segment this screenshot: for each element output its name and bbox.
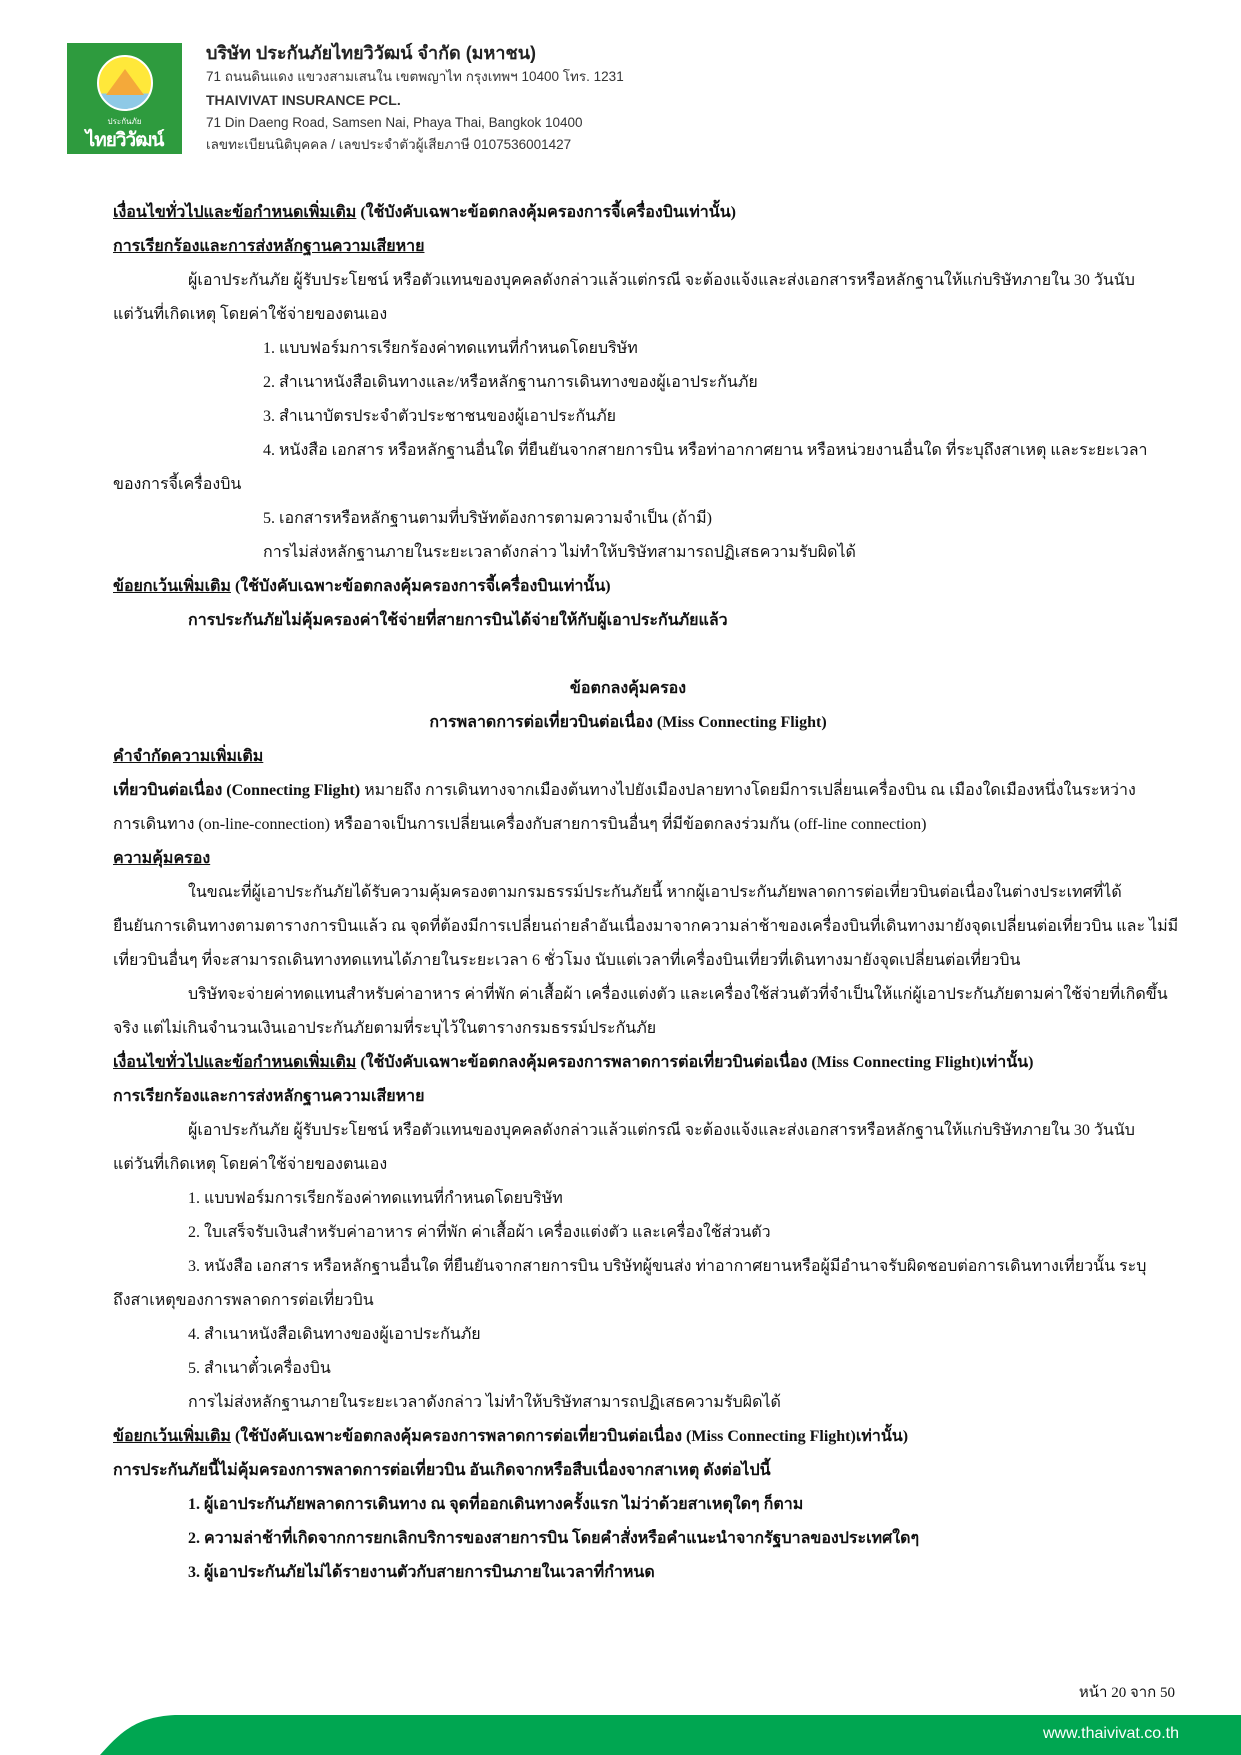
s1-conditions-suffix: (ใช้บังคับเฉพาะข้อตกลงคุ้มครองการจี้เครื่องบินเท่านั้น) bbox=[356, 204, 736, 221]
s2-exclusion-2: 2. ความล่าช้าที่เกิดจากการยกเลิกบริการของสายการบิน โดยคำสั่งหรือคำแนะนำจากรัฐบาลของประเทศใดๆ bbox=[188, 1530, 920, 1547]
company-info bbox=[206, 40, 624, 156]
s2-no-evidence-note: การไม่ส่งหลักฐานภายในระยะเวลาดังกล่าว ไม่ทำให้บริษัทสามารถปฏิเสธความรับผิดได้ bbox=[188, 1394, 781, 1411]
s1-no-evidence-note: การไม่ส่งหลักฐานภายในระยะเวลาดังกล่าว ไม่ทำให้บริษัทสามารถปฏิเสธความรับผิดได้ bbox=[263, 544, 856, 561]
s2-coverage-line-5: จริง แต่ไม่เกินจำนวนเงินเอาประกันภัยตามที่ระบุไว้ในตารางกรมธรรม์ประกันภัย bbox=[113, 1020, 657, 1037]
company-tax-id: เลขทะเบียนนิติบุคคล / เลขประจำตัวผู้เสียภาษี 0107536001427 bbox=[206, 137, 572, 152]
s1-exclusion-suffix: (ใช้บังคับเฉพาะข้อตกลงคุ้มครองการจี้เครื่องบินเท่านั้น) bbox=[230, 578, 611, 595]
s1-claims-para-2: แต่วันที่เกิดเหตุ โดยค่าใช้จ่ายของตนเอง bbox=[113, 306, 388, 323]
s1-exclusion-text: การประกันภัยไม่คุ้มครองค่าใช้จ่ายที่สายการบินได้จ่ายให้กับผู้เอาประกันภัยแล้ว bbox=[188, 612, 728, 629]
s1-claims-title: การเรียกร้องและการส่งหลักฐานความเสียหาย bbox=[113, 238, 425, 255]
s2-item-4: 4. สำเนาหนังสือเดินทางของผู้เอาประกันภัย bbox=[188, 1326, 481, 1343]
s1-exclusion-title: ข้อยกเว้นเพิ่มเติม bbox=[113, 578, 231, 595]
s2-coverage-line-1: ในขณะที่ผู้เอาประกันภัยได้รับความคุ้มครองตามกรมธรรม์ประกันภัยนี้ หากผู้เอาประกันภัยพลาดการต่อเที่ยวบินต่อเนื่องในต่างประเทศที่ได้ bbox=[188, 884, 1122, 901]
s2-definition-title: คำจำกัดความเพิ่มเติม bbox=[113, 748, 264, 765]
logo-big-text: ไทยวิวัฒน์ bbox=[85, 129, 164, 151]
s2-exclusion-1: 1. ผู้เอาประกันภัยพลาดการเดินทาง ณ จุดที่ออกเดินทางครั้งแรก ไม่ว่าด้วยสาเหตุใดๆ ก็ตาม bbox=[188, 1496, 804, 1513]
company-logo bbox=[67, 43, 182, 154]
page-number: หน้า 20 จาก 50 bbox=[1078, 1685, 1175, 1701]
s2-coverage-line-2: ยืนยันการเดินทางตามตารางการบินแล้ว ณ จุดที่ต้องมีการเปลี่ยนถ่ายลำอันเนื่องมาจากความล่าช้าของเครื่องบินที่เดินทางมายังจุดเปลี่ยนต่อเที่ยวบิน และ ไม่มี bbox=[113, 918, 1179, 935]
company-address-th: 71 ถนนดินแดง แขวงสามเสนใน เขตพญาไท กรุงเทพฯ 10400 โทร. 1231 bbox=[206, 69, 624, 84]
s2-claims-title: การเรียกร้องและการส่งหลักฐานความเสียหาย bbox=[113, 1088, 425, 1105]
s2-item-3: 3. หนังสือ เอกสาร หรือหลักฐานอื่นใด ที่ยืนยันจากสายการบิน บริษัทผู้ขนส่ง ท่าอากาศยานหรือผู้มีอำนาจรับผิดชอบต่อการเดินทางเที่ยวนั้น ระบุ bbox=[188, 1258, 1147, 1275]
s2-coverage-title: ความคุ้มครอง bbox=[113, 850, 211, 867]
s2-claims-para-2: แต่วันที่เกิดเหตุ โดยค่าใช้จ่ายของตนเอง bbox=[113, 1156, 388, 1173]
company-name-th: บริษัท ประกันภัยไทยวิวัฒน์ จำกัด (มหาชน) bbox=[206, 43, 537, 63]
s1-exclusion-heading bbox=[113, 574, 611, 600]
s2-definition-text-2: การเดินทาง (on-line-connection) หรืออาจเป็นการเปลี่ยนเครื่องกับสายการบินอื่นๆ ที่มีข้อตกลงร่วมกัน (off-line connection) bbox=[113, 816, 927, 833]
logo-sun-emblem bbox=[97, 55, 153, 111]
s2-exclusion-heading bbox=[113, 1424, 908, 1450]
logo-roof-shape bbox=[106, 69, 144, 95]
s2-coverage-line-3: เที่ยวบินอื่นๆ ที่จะสามารถเดินทางทดแทนได้ภายในระยะเวลา 6 ชั่วโมง นับแต่เวลาที่เครื่องบินเที่ยวที่เดินทางมายังจุดเปลี่ยนต่อเที่ยวบิน bbox=[113, 952, 1021, 969]
s2-definition-text-1: หมายถึง การเดินทางจากเมืองต้นทางไปยังเมืองปลายทางโดยมีการเปลี่ยนเครื่องบิน ณ เมืองใดเมืองหนึ่งในระหว่าง bbox=[360, 782, 1136, 799]
s2-heading-1: ข้อตกลงคุ้มครอง bbox=[569, 680, 687, 697]
s2-claims-para-1: ผู้เอาประกันภัย ผู้รับประโยชน์ หรือตัวแทนของบุคคลดังกล่าวแล้วแต่กรณี จะต้องแจ้งและส่งเอกสารหรือหลักฐานให้แก่บริษัทภายใน 30 วันนับ bbox=[188, 1122, 1135, 1139]
s1-item-3: 3. สำเนาบัตรประจำตัวประชาชนของผู้เอาประกันภัย bbox=[263, 408, 617, 425]
s2-conditions-heading bbox=[113, 1050, 1033, 1076]
s2-item-5: 5. สำเนาตั๋วเครื่องบิน bbox=[188, 1360, 331, 1377]
s1-item-4-cont: ของการจี้เครื่องบิน bbox=[113, 476, 242, 493]
s1-item-4: 4. หนังสือ เอกสาร หรือหลักฐานอื่นใด ที่ยืนยันจากสายการบิน หรือท่าอากาศยาน หรือหน่วยงานอื่นใด ที่ระบุถึงสาเหตุ และระยะเวลา bbox=[263, 442, 1148, 459]
company-name-en: THAIVIVAT INSURANCE PCL. bbox=[206, 92, 401, 108]
s1-item-5: 5. เอกสารหรือหลักฐานตามที่บริษัทต้องการตามความจำเป็น (ถ้ามี) bbox=[263, 510, 712, 527]
s1-item-1: 1. แบบฟอร์มการเรียกร้องค่าทดแทนที่กำหนดโดยบริษัท bbox=[263, 340, 638, 357]
logo-small-text: ประกันภัย bbox=[107, 117, 142, 126]
s2-definition-line-1 bbox=[113, 778, 1136, 804]
s1-conditions-title: เงื่อนไขทั่วไปและข้อกำหนดเพิ่มเติม bbox=[113, 204, 357, 221]
s2-conditions-suffix: (ใช้บังคับเฉพาะข้อตกลงคุ้มครองการพลาดการต่อเที่ยวบินต่อเนื่อง (Miss Connecting Flight)เท่านั้น) bbox=[356, 1054, 1034, 1071]
s2-exclusion-intro: การประกันภัยนี้ไม่คุ้มครองการพลาดการต่อเที่ยวบิน อันเกิดจากหรือสืบเนื่องจากสาเหตุ ดังต่อไปนี้ bbox=[113, 1462, 771, 1479]
s2-conditions-title: เงื่อนไขทั่วไปและข้อกำหนดเพิ่มเติม bbox=[113, 1054, 357, 1071]
website-link[interactable]: www.thaivivat.co.th bbox=[1042, 1725, 1179, 1742]
company-address-en: 71 Din Daeng Road, Samsen Nai, Phaya Thai, Bangkok 10400 bbox=[206, 115, 583, 130]
footer-band bbox=[0, 1715, 1241, 1755]
s2-item-2: 2. ใบเสร็จรับเงินสำหรับค่าอาหาร ค่าที่พัก ค่าเสื้อผ้า เครื่องแต่งตัว และเครื่องใช้ส่วนตัว bbox=[188, 1224, 771, 1241]
s2-heading-2: การพลาดการต่อเที่ยวบินต่อเนื่อง (Miss Connecting Flight) bbox=[429, 714, 827, 731]
s1-item-2: 2. สำเนาหนังสือเดินทางและ/หรือหลักฐานการเดินทางของผู้เอาประกันภัย bbox=[263, 374, 758, 391]
s2-item-1: 1. แบบฟอร์มการเรียกร้องค่าทดแทนที่กำหนดโดยบริษัท bbox=[188, 1190, 563, 1207]
s2-exclusion-suffix: (ใช้บังคับเฉพาะข้อตกลงคุ้มครองการพลาดการต่อเที่ยวบินต่อเนื่อง (Miss Connecting Flight)เท่านั้น) bbox=[230, 1428, 909, 1445]
s1-claims-para-1: ผู้เอาประกันภัย ผู้รับประโยชน์ หรือตัวแทนของบุคคลดังกล่าวแล้วแต่กรณี จะต้องแจ้งและส่งเอกสารหรือหลักฐานให้แก่บริษัทภายใน 30 วันนับ bbox=[188, 272, 1135, 289]
s2-definition-term: เที่ยวบินต่อเนื่อง (Connecting Flight) bbox=[113, 782, 361, 799]
s1-conditions-heading bbox=[113, 200, 736, 226]
s2-coverage-line-4: บริษัทจะจ่ายค่าทดแทนสำหรับค่าอาหาร ค่าที่พัก ค่าเสื้อผ้า เครื่องแต่งตัว และเครื่องใช้ส่วนตัวที่จำเป็นให้แก่ผู้เอาประกันภัยตามค่าใช้จ่ายที่เกิดขึ้น bbox=[188, 986, 1168, 1003]
s2-exclusion-3: 3. ผู้เอาประกันภัยไม่ได้รายงานตัวกับสายการบินภายในเวลาที่กำหนด bbox=[188, 1564, 655, 1581]
s2-item-3-cont: ถึงสาเหตุของการพลาดการต่อเที่ยวบิน bbox=[113, 1292, 374, 1309]
s2-exclusion-title: ข้อยกเว้นเพิ่มเติม bbox=[113, 1428, 231, 1445]
